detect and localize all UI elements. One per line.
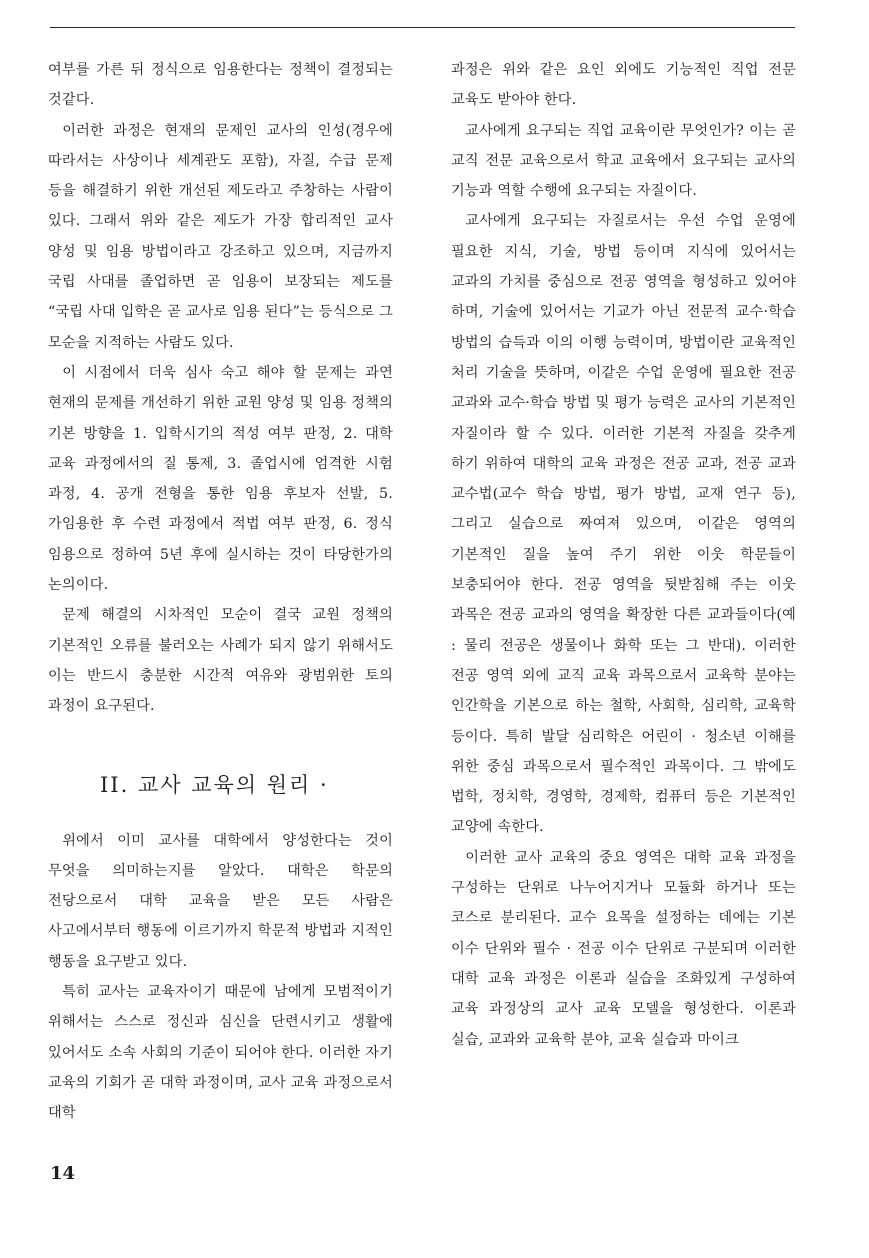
- paragraph: 위에서 이미 교사를 대학에서 양성한다는 것이 무엇을 의미하는지를 알았다. 대학은 학문의 전당으로서 대학 교육을 받은 모든 사람은 사고에서부터 행동에 이르기까지 학문적 방법과 지적인 행동을 요구받고 있다.: [48, 832, 393, 970]
- paragraph: 이러한 교사 교육의 중요 영역은 대학 교육 과정을 구성하는 단위로 나누어지거나 모듈화 하거나 또는 코스로 분리된다. 교수 요목을 설정하는 데에는 기본 이수 단위와 필수 · 전공 이수 단위로 구분되며 이러한 대학 교육 과정은 이론과 실습을 조화있게 구성하여 교육 과정상의 교사 교육 모델을 형성한다. 이론과 실습, 교과와 교육학 분야, 교육 실습과 마이크: [451, 849, 796, 1048]
- paragraph: 특히 교사는 교육자이기 때문에 남에게 모범적이기 위해서는 스스로 정신과 심신을 단련시키고 생활에 있어서도 소속 사회의 기준이 되어야 한다. 이러한 자기 교육의 기회가 곧 대학 과정이며, 교사 교육 과정으로서 대학: [48, 984, 393, 1122]
- page-number: 14: [50, 1163, 76, 1184]
- left-column: [48, 55, 393, 1129]
- paragraph: 이러한 과정은 현재의 문제인 교사의 인성(경우에 따라서는 사상이나 세계관도 포함), 자질, 수급 문제 등을 해결하기 위한 개선된 제도라고 주창하는 사람이 있다. 그래서 위와 같은 제도가 가장 합리적인 교사 양성 및 임용 방법이라고 강조하고 있으며, 지금까지 국립 사대를 졸업하면 곧 임용이 보장되는 제도를 “국립 사대 입학은 곧 교사로 임용 된다”는 등식으로 그 모순을 지적하는 사람도 있다.: [48, 122, 393, 351]
- paragraph: 문제 해결의 시차적인 모순이 결국 교원 정책의 기본적인 오류를 불러오는 사례가 되지 않기 위해서도 이는 반드시 충분한 시간적 여유와 광범위한 토의 과정이 요구된다.: [48, 607, 393, 715]
- paragraph: 여부를 가른 뒤 정식으로 임용한다는 정책이 결정되는 것같다.: [48, 62, 393, 109]
- paragraph: 교사에게 요구되는 직업 교육이란 무엇인가? 이는 곧 교직 전문 교육으로서 학교 교육에서 요구되는 교사의 기능과 역할 수행에 요구되는 자질이다.: [451, 122, 796, 200]
- section-heading: II. 교사 교육의 원리 ·: [100, 772, 329, 797]
- paragraph: 과정은 위와 같은 요인 외에도 기능적인 직업 전문 교육도 받아야 한다.: [451, 62, 796, 109]
- right-column: [451, 55, 796, 1055]
- paragraph: 교사에게 요구되는 자질로서는 우선 수업 운영에 필요한 지식, 기술, 방법 등이며 지식에 있어서는 교과의 가치를 중심으로 전공 영역을 형성하고 있어야 하며, 기술에 있어서는 기교가 아닌 전문적 교수·학습 방법의 습득과 이의 이행 능력이며, 방법이란 교육적인 처리 기술을 뜻하며, 이같은 수업 운영에 필요한 전공 교과와 교수·학습 방법 및 평가 능력은 교사의 기본적인 자질이라 할 수 있다. 이러한 기본적 자질을 갖추게 하기 위하여 대학의 교육 과정은 전공 교과, 전공 교과 교수법(교수 학습 방법, 평가 방법, 교재 연구 등), 그리고 실습으로 짜여져 있으며, 이같은 영역의 기본적인 질을 높여 주기 위한 이웃 학문들이 보충되어야 한다. 전공 영역을 뒷받침해 주는 이웃 과목은 전공 교과의 영역을 확장한 다른 교과들이다(예 : 물리 전공은 생물이나 화학 또는 그 반대). 이러한 전공 영역 외에 교직 교육 과목으로서 교육학 분야는 인간학을 기본으로 하는 철학, 사회학, 심리학, 교육학 등이다. 특히 발달 심리학은 어린이 · 청소년 이해를 위한 중심 과목으로서 필수적인 과목이다. 그 밖에도 법학, 정치학, 경영학, 경제학, 컴퓨터 등은 기본적인 교양에 속한다.: [451, 213, 796, 836]
- paragraph: 이 시점에서 더욱 심사 숙고 해야 할 문제는 과연 현재의 문제를 개선하기 위한 교원 양성 및 임용 정책의 기본 방향을 1. 입학시기의 적성 여부 판정, 2. 대학 교육 과정에서의 질 통제, 3. 졸업시에 엄격한 시험 과정, 4. 공개 전형을 통한 임용 후보자 선발, 5. 가임용한 후 수련 과정에서 적법 여부 판정, 6. 정식 임용으로 정하여 5년 후에 실시하는 것이 타당한가의 논의이다.: [48, 364, 393, 594]
- header-rule: [50, 27, 795, 28]
